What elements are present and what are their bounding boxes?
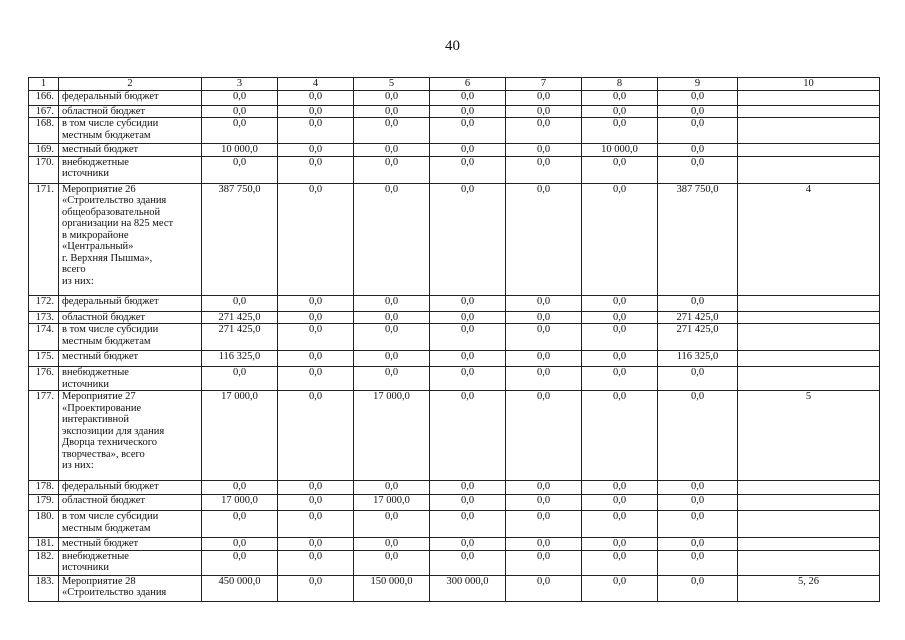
reference-cell [738,550,880,575]
value-cell: 0,0 [430,481,506,495]
value-cell: 0,0 [582,481,658,495]
reference-cell [738,311,880,324]
item-name: местный бюджет [59,538,202,551]
reference-cell [738,295,880,311]
value-cell: 0,0 [278,495,354,511]
value-cell: 0,0 [582,351,658,367]
value-cell: 0,0 [506,550,582,575]
value-cell: 0,0 [354,351,430,367]
column-header: 7 [506,78,582,91]
row-number: 179. [29,495,59,511]
row-number: 166. [29,90,59,105]
table-body [29,90,880,601]
value-cell: 271 425,0 [658,311,738,324]
value-cell: 0,0 [202,367,278,391]
value-cell: 0,0 [202,550,278,575]
value-cell: 0,0 [506,495,582,511]
row-number: 182. [29,550,59,575]
value-cell: 10 000,0 [202,144,278,157]
value-cell: 0,0 [658,391,738,481]
column-header: 3 [202,78,278,91]
value-cell: 0,0 [506,90,582,105]
value-cell: 0,0 [506,324,582,351]
header-row [29,78,880,91]
reference-cell [738,118,880,144]
value-cell: 0,0 [278,550,354,575]
item-name: федеральный бюджет [59,481,202,495]
value-cell: 0,0 [506,367,582,391]
item-name: в том числе субсидии местным бюджетам [59,511,202,538]
value-cell: 0,0 [278,105,354,118]
value-cell: 0,0 [278,367,354,391]
value-cell: 0,0 [506,481,582,495]
value-cell: 0,0 [430,311,506,324]
item-name: местный бюджет [59,351,202,367]
value-cell: 0,0 [506,295,582,311]
value-cell: 0,0 [202,295,278,311]
value-cell: 0,0 [278,391,354,481]
value-cell: 0,0 [278,511,354,538]
value-cell: 116 325,0 [202,351,278,367]
row-number: 169. [29,144,59,157]
value-cell: 0,0 [278,118,354,144]
value-cell: 0,0 [506,156,582,183]
value-cell: 0,0 [582,550,658,575]
table-row [29,324,880,351]
row-number: 181. [29,538,59,551]
row-number: 168. [29,118,59,144]
value-cell: 0,0 [658,144,738,157]
item-name: в том числе субсидии местным бюджетам [59,118,202,144]
value-cell: 0,0 [430,156,506,183]
value-cell: 450 000,0 [202,575,278,601]
value-cell: 0,0 [354,538,430,551]
value-cell: 387 750,0 [658,183,738,295]
row-number: 167. [29,105,59,118]
value-cell: 0,0 [278,311,354,324]
value-cell: 0,0 [278,351,354,367]
value-cell: 0,0 [582,511,658,538]
value-cell: 0,0 [354,156,430,183]
value-cell: 0,0 [658,118,738,144]
item-name: областной бюджет [59,105,202,118]
value-cell: 0,0 [278,183,354,295]
value-cell: 0,0 [582,324,658,351]
value-cell: 0,0 [506,311,582,324]
value-cell: 0,0 [354,324,430,351]
page-number: 40 [445,38,460,54]
value-cell: 0,0 [202,538,278,551]
item-name: федеральный бюджет [59,295,202,311]
value-cell: 0,0 [582,156,658,183]
value-cell: 150 000,0 [354,575,430,601]
table-row [29,391,880,481]
value-cell: 0,0 [582,105,658,118]
value-cell: 116 325,0 [658,351,738,367]
value-cell: 0,0 [582,183,658,295]
value-cell: 0,0 [658,156,738,183]
value-cell: 10 000,0 [582,144,658,157]
column-header: 10 [738,78,880,91]
value-cell: 0,0 [582,118,658,144]
value-cell: 0,0 [430,295,506,311]
reference-cell [738,481,880,495]
value-cell: 0,0 [430,324,506,351]
value-cell: 0,0 [430,538,506,551]
table-row [29,311,880,324]
value-cell: 0,0 [658,105,738,118]
value-cell: 0,0 [354,311,430,324]
column-header: 2 [59,78,202,91]
value-cell: 0,0 [582,391,658,481]
row-number: 180. [29,511,59,538]
reference-cell [738,511,880,538]
value-cell: 0,0 [582,90,658,105]
value-cell: 0,0 [202,90,278,105]
value-cell: 0,0 [354,118,430,144]
item-name: Мероприятие 26 «Строительство здания общеобразовательной организации на 825 мест в микрорайоне «Центральный» г. Верхняя Пышма», всего из них: [59,183,202,295]
value-cell: 0,0 [658,495,738,511]
column-header: 8 [582,78,658,91]
row-number: 176. [29,367,59,391]
value-cell: 387 750,0 [202,183,278,295]
value-cell: 0,0 [430,495,506,511]
value-cell: 0,0 [506,538,582,551]
row-number: 177. [29,391,59,481]
value-cell: 0,0 [582,575,658,601]
table-row [29,118,880,144]
value-cell: 0,0 [506,105,582,118]
value-cell: 0,0 [506,391,582,481]
value-cell: 0,0 [278,144,354,157]
table-row [29,495,880,511]
value-cell: 0,0 [658,295,738,311]
value-cell: 0,0 [582,295,658,311]
value-cell: 0,0 [354,481,430,495]
item-name: внебюджетные источники [59,550,202,575]
value-cell: 0,0 [582,495,658,511]
column-header: 5 [354,78,430,91]
table-row [29,481,880,495]
value-cell: 0,0 [430,105,506,118]
item-name: Мероприятие 28 «Строительство здания [59,575,202,601]
value-cell: 0,0 [430,550,506,575]
value-cell: 0,0 [354,367,430,391]
value-cell: 0,0 [354,295,430,311]
value-cell: 0,0 [202,481,278,495]
value-cell: 271 425,0 [202,311,278,324]
table-row [29,183,880,295]
item-name: в том числе субсидии местным бюджетам [59,324,202,351]
table-row [29,295,880,311]
row-number: 171. [29,183,59,295]
row-number: 175. [29,351,59,367]
reference-cell [738,144,880,157]
value-cell: 0,0 [354,144,430,157]
item-name: областной бюджет [59,495,202,511]
column-header: 9 [658,78,738,91]
item-name: местный бюджет [59,144,202,157]
value-cell: 17 000,0 [202,495,278,511]
table-row [29,105,880,118]
value-cell: 0,0 [278,90,354,105]
value-cell: 0,0 [430,391,506,481]
column-header: 6 [430,78,506,91]
value-cell: 0,0 [354,183,430,295]
item-name: федеральный бюджет [59,90,202,105]
reference-cell [738,351,880,367]
value-cell: 0,0 [430,90,506,105]
value-cell: 0,0 [506,575,582,601]
value-cell: 0,0 [430,367,506,391]
value-cell: 271 425,0 [202,324,278,351]
table-row [29,367,880,391]
reference-cell: 5, 26 [738,575,880,601]
value-cell: 0,0 [430,183,506,295]
column-header: 4 [278,78,354,91]
reference-cell [738,105,880,118]
value-cell: 0,0 [430,118,506,144]
item-name: внебюджетные источники [59,156,202,183]
value-cell: 0,0 [278,481,354,495]
value-cell: 0,0 [658,538,738,551]
value-cell: 17 000,0 [354,391,430,481]
value-cell: 0,0 [506,144,582,157]
value-cell: 0,0 [658,90,738,105]
value-cell: 0,0 [430,351,506,367]
row-number: 173. [29,311,59,324]
row-number: 172. [29,295,59,311]
row-number: 183. [29,575,59,601]
value-cell: 0,0 [202,511,278,538]
table-row [29,575,880,601]
row-number: 170. [29,156,59,183]
table-row [29,511,880,538]
reference-cell [738,156,880,183]
value-cell: 0,0 [278,295,354,311]
value-cell: 0,0 [278,324,354,351]
value-cell: 0,0 [658,550,738,575]
value-cell: 271 425,0 [658,324,738,351]
value-cell: 0,0 [354,511,430,538]
value-cell: 0,0 [658,367,738,391]
value-cell: 17 000,0 [354,495,430,511]
value-cell: 0,0 [278,538,354,551]
value-cell: 0,0 [354,105,430,118]
budget-table [28,77,880,602]
value-cell: 0,0 [430,511,506,538]
value-cell: 0,0 [354,550,430,575]
value-cell: 0,0 [202,118,278,144]
row-number: 178. [29,481,59,495]
item-name: Мероприятие 27 «Проектирование интерактивной экспозиции для здания Дворца технического творчества», всего из них: [59,391,202,481]
table-row [29,351,880,367]
value-cell: 0,0 [202,156,278,183]
table-row [29,144,880,157]
reference-cell [738,495,880,511]
value-cell: 0,0 [582,538,658,551]
value-cell: 0,0 [506,118,582,144]
reference-cell: 4 [738,183,880,295]
reference-cell [738,538,880,551]
item-name: внебюджетные источники [59,367,202,391]
value-cell: 0,0 [430,144,506,157]
value-cell: 0,0 [506,183,582,295]
value-cell: 0,0 [278,156,354,183]
value-cell: 0,0 [506,351,582,367]
value-cell: 300 000,0 [430,575,506,601]
value-cell: 0,0 [658,575,738,601]
value-cell: 0,0 [582,311,658,324]
item-name: областной бюджет [59,311,202,324]
table-row [29,538,880,551]
table-row [29,550,880,575]
column-header: 1 [29,78,59,91]
value-cell: 0,0 [506,511,582,538]
value-cell: 0,0 [658,511,738,538]
value-cell: 0,0 [582,367,658,391]
value-cell: 0,0 [658,481,738,495]
table-row [29,90,880,105]
value-cell: 17 000,0 [202,391,278,481]
table-row [29,156,880,183]
reference-cell: 5 [738,391,880,481]
value-cell: 0,0 [354,90,430,105]
reference-cell [738,324,880,351]
reference-cell [738,367,880,391]
row-number: 174. [29,324,59,351]
value-cell: 0,0 [278,575,354,601]
value-cell: 0,0 [202,105,278,118]
reference-cell [738,90,880,105]
